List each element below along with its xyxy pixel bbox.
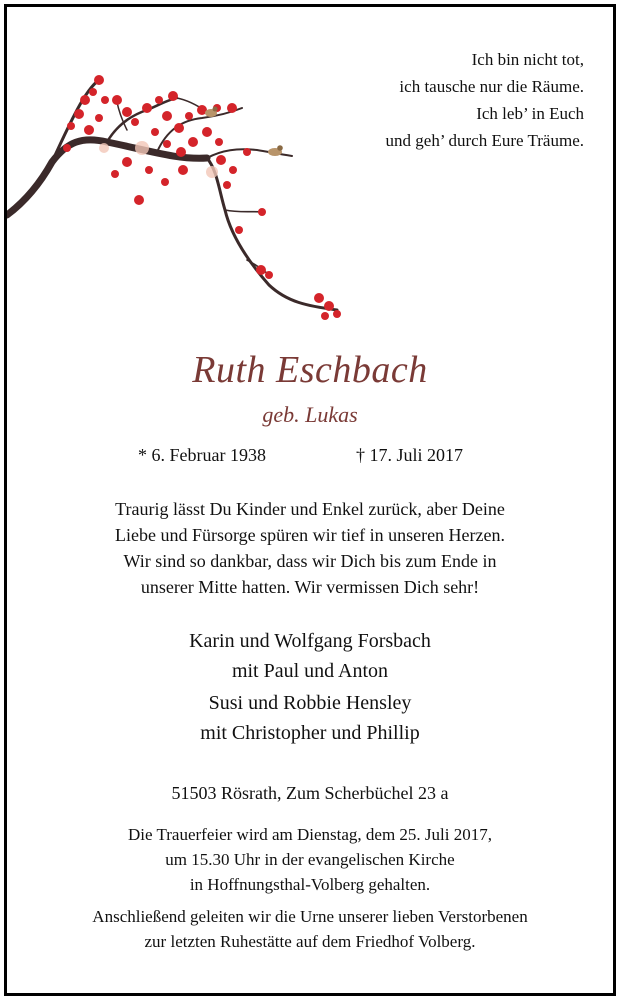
family-line: Susi und Robbie Hensley xyxy=(208,692,412,714)
ceremony-info xyxy=(0,822,620,897)
poem-line: und geh’ durch Eure Träume. xyxy=(385,131,584,150)
family-group-1 xyxy=(0,626,620,686)
farewell-message xyxy=(0,496,620,600)
burial-line: zur letzten Ruhestätte auf dem Friedhof Volberg. xyxy=(144,932,476,951)
deceased-name: Ruth Eschbach xyxy=(192,349,428,391)
message-line: unserer Mitte hatten. Wir vermissen Dich sehr! xyxy=(140,577,480,597)
family-line: mit Paul und Anton xyxy=(231,660,389,682)
ceremony-line: um 15.30 Uhr in der evangelischen Kirche xyxy=(165,850,455,869)
death-date: † 17. Juli 2017 xyxy=(356,445,464,465)
ceremony-line: Die Trauerfeier wird am Dienstag, dem 25. Juli 2017, xyxy=(127,825,492,844)
message-line: Liebe und Fürsorge spüren wir tief in unseren Herzen. xyxy=(114,525,506,545)
burial-line: Anschließend geleiten wir die Urne unserer lieben Verstorbenen xyxy=(92,907,528,926)
family-group-2 xyxy=(0,688,620,748)
poem xyxy=(284,46,584,154)
family-line: mit Christopher und Phillip xyxy=(200,722,420,744)
burial-info xyxy=(0,904,620,954)
maiden-name: geb. Lukas xyxy=(262,402,358,427)
ceremony-line: in Hoffnungsthal-Volberg gehalten. xyxy=(189,875,431,894)
poem-line: Ich bin nicht tot, xyxy=(471,50,584,69)
poem-line: Ich leb’ in Euch xyxy=(476,104,584,123)
birth-date: * 6. Februar 1938 xyxy=(138,445,266,465)
poem-line: ich tausche nur die Räume. xyxy=(399,77,584,96)
address: 51503 Rösrath, Zum Scherbüchel 23 a xyxy=(171,783,449,803)
message-line: Traurig lässt Du Kinder und Enkel zurück, aber Deine xyxy=(115,499,505,519)
message-line: Wir sind so dankbar, dass wir Dich bis zum Ende in xyxy=(123,551,497,571)
family-line: Karin und Wolfgang Forsbach xyxy=(189,630,431,652)
